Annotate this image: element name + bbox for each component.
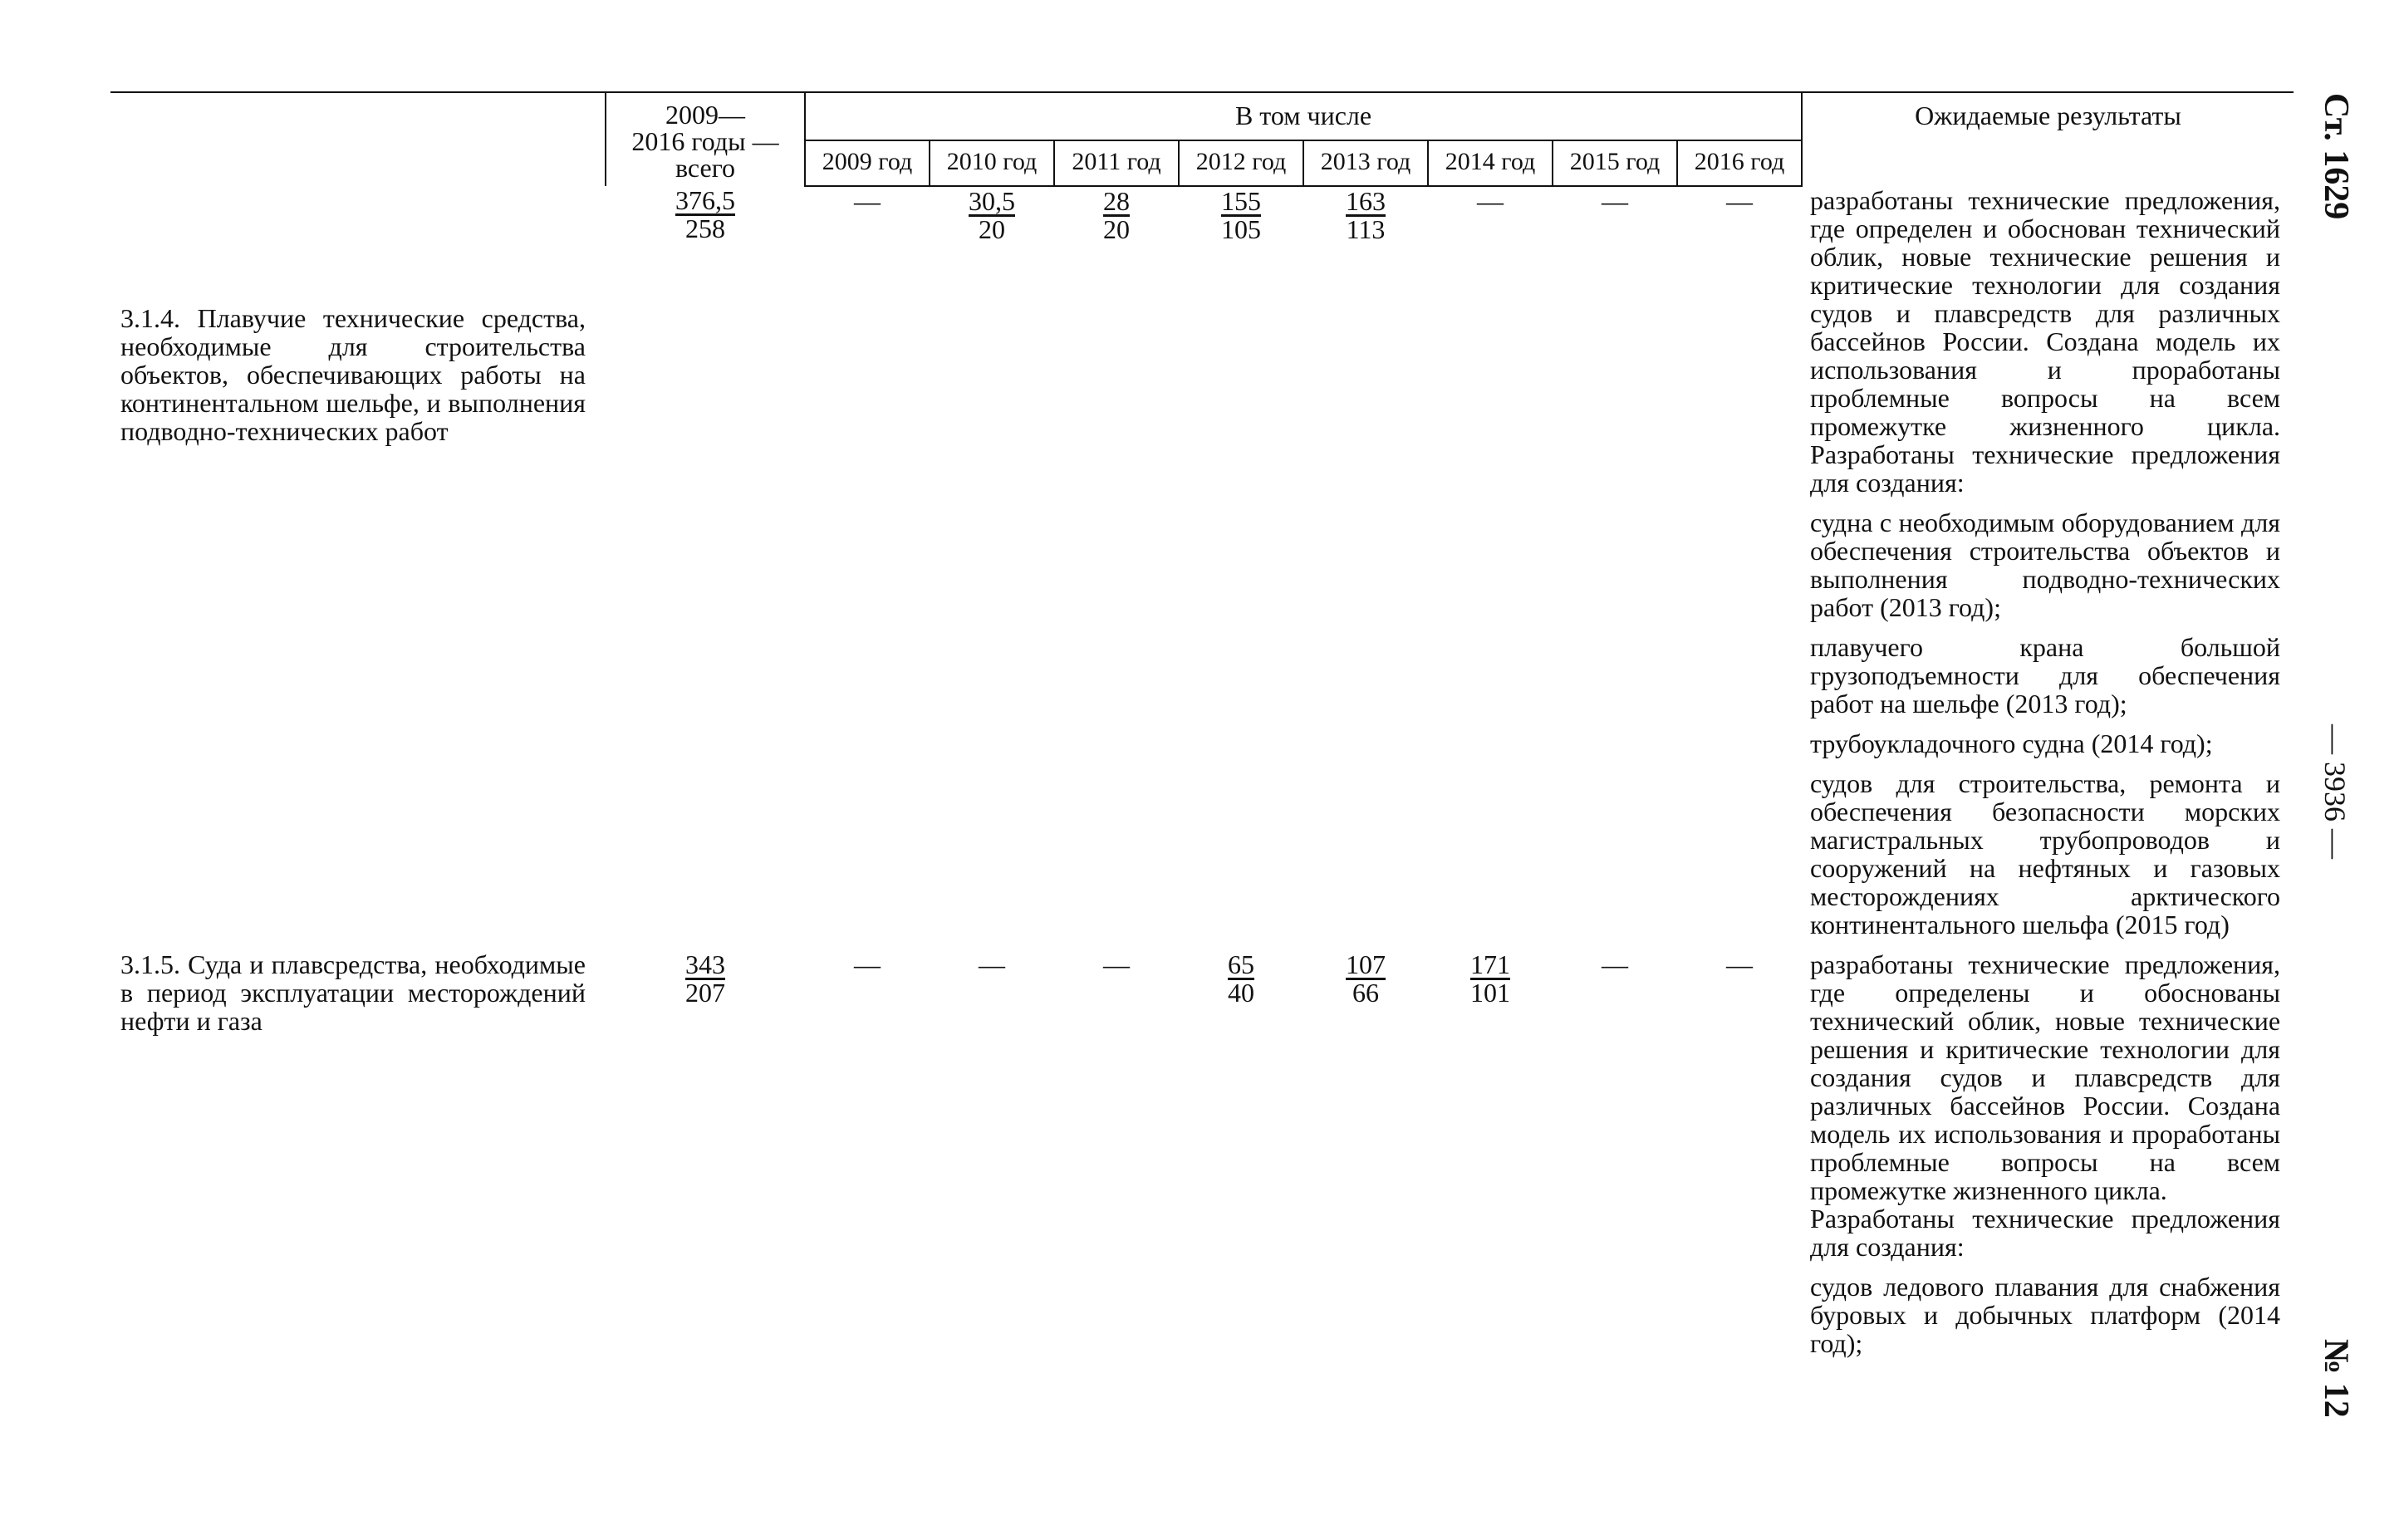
year-value: — <box>1602 949 1628 979</box>
year-value: — <box>1726 949 1753 979</box>
fraction-top: 65 <box>1228 949 1254 979</box>
header-year: 2014 год <box>1428 140 1553 186</box>
year-value <box>1303 186 1428 950</box>
fraction-top: 155 <box>1221 186 1261 216</box>
year-value: — <box>854 186 881 216</box>
result-paragraph: разработаны технические предложения, где определен и обоснован технический облик, новые технические решения и критические технологии для создания судов и плавсредств для различных бассейнов России. Создана модель их использования и проработаны проблемные вопросы на всем промежутке жизненного цикла. Разработаны технические предложения для создания: <box>1810 185 2281 498</box>
header-including: В том числе <box>805 92 1802 140</box>
fraction <box>675 186 735 243</box>
year-value <box>930 186 1054 950</box>
table-row <box>110 186 2294 950</box>
fraction <box>1470 950 1510 1007</box>
result-paragraph: разработаны технические предложения, где определены и обоснованы технический облик, новые технические решения и критические технологии для создания судов и плавсредств для различных бассейнов России. Создана модель их использования и проработаны проблемные вопросы на всем промежутке жизненного цикла. Разработаны технические предложения для создания: <box>1810 949 2281 1262</box>
result-paragraph: судов для строительства, ремонта и обеспечения безопасности морских магистральных трубопроводов и сооружений на нефтяных и газовых месторождениях арктического континентального шельфа (2015 год) <box>1810 768 2281 939</box>
fraction <box>1228 950 1254 1007</box>
header-row-top <box>110 92 2294 140</box>
year-value: — <box>854 949 881 979</box>
fraction-top: 376,5 <box>675 185 735 215</box>
fraction-bottom: 207 <box>685 978 725 1008</box>
fraction-bottom: 40 <box>1228 978 1254 1008</box>
expected-results <box>1802 186 2294 950</box>
fraction-top: 30,5 <box>969 186 1015 216</box>
fraction <box>1346 950 1386 1007</box>
fraction-bottom: 258 <box>685 213 725 243</box>
year-value <box>1303 950 1428 1369</box>
header-name-cell <box>110 92 606 186</box>
header-year: 2010 год <box>930 140 1054 186</box>
fraction-top: 171 <box>1470 949 1510 979</box>
header-year: 2009 год <box>805 140 930 186</box>
fraction-bottom: 113 <box>1346 214 1386 244</box>
fraction-bottom: 20 <box>979 214 1005 244</box>
fraction-bottom: 66 <box>1352 978 1379 1008</box>
fraction <box>1221 187 1261 243</box>
fraction-bottom: 105 <box>1221 214 1261 244</box>
result-paragraph: трубоукладочного судна (2014 год); <box>1810 728 2213 758</box>
year-value <box>1428 950 1553 1369</box>
header-year: 2013 год <box>1303 140 1428 186</box>
header-year: 2015 год <box>1553 140 1677 186</box>
page-label: Ст. 1629 <box>2317 93 2355 220</box>
fraction-top: 28 <box>1103 186 1130 216</box>
fraction <box>1103 187 1130 243</box>
year-value: — <box>1477 186 1504 216</box>
fraction <box>685 950 725 1007</box>
header-year: 2011 год <box>1054 140 1179 186</box>
result-paragraph: судов ледового плавания для снабжения буровых и добычных платформ (2014 год); <box>1810 1272 2281 1358</box>
budget-table <box>110 91 2294 1369</box>
fraction-top: 343 <box>685 949 725 979</box>
total-value <box>606 950 805 1369</box>
year-value <box>1179 186 1303 950</box>
result-paragraph: судна с необходимым оборудованием для обеспечения строительства объектов и выполнения подводно-технических работ (2013 год); <box>1810 508 2281 622</box>
fraction <box>969 187 1015 243</box>
fraction-top: 163 <box>1346 186 1386 216</box>
total-value <box>606 186 805 950</box>
year-value <box>1179 950 1303 1369</box>
header-total-label: 2009— 2016 годы — всего <box>631 100 779 183</box>
page-number: — 3936 — <box>2318 724 2352 859</box>
fraction-bottom: 101 <box>1470 978 1510 1008</box>
result-paragraph: плавучего крана большой грузоподъемности для обеспечения работ на шельфе (2013 год); <box>1810 632 2281 719</box>
year-value: — <box>1602 186 1628 216</box>
year-value <box>1054 186 1179 950</box>
header-results: Ожидаемые результаты <box>1802 92 2294 186</box>
fraction-bottom: 20 <box>1103 214 1130 244</box>
year-value: — <box>1726 186 1753 216</box>
year-value: — <box>1103 949 1130 979</box>
header-year: 2012 год <box>1179 140 1303 186</box>
item-name: 3.1.5. Суда и плавсредства, необходимые в период эксплуатации месторождений нефти и газа <box>120 949 586 1036</box>
header-year: 2016 год <box>1677 140 1802 186</box>
header-total-cell <box>606 92 805 186</box>
expected-results <box>1802 950 2294 1369</box>
fraction-top: 107 <box>1346 949 1386 979</box>
issue-label: № 12 <box>2317 1339 2355 1418</box>
year-value: — <box>979 949 1005 979</box>
fraction <box>1346 187 1386 243</box>
table-row <box>110 950 2294 1369</box>
item-name: 3.1.4. Плавучие технические средства, необходимые для строительства объектов, обеспечивающих работы на континентальном шельфе, и выполнения подводно-технических работ <box>120 303 586 446</box>
